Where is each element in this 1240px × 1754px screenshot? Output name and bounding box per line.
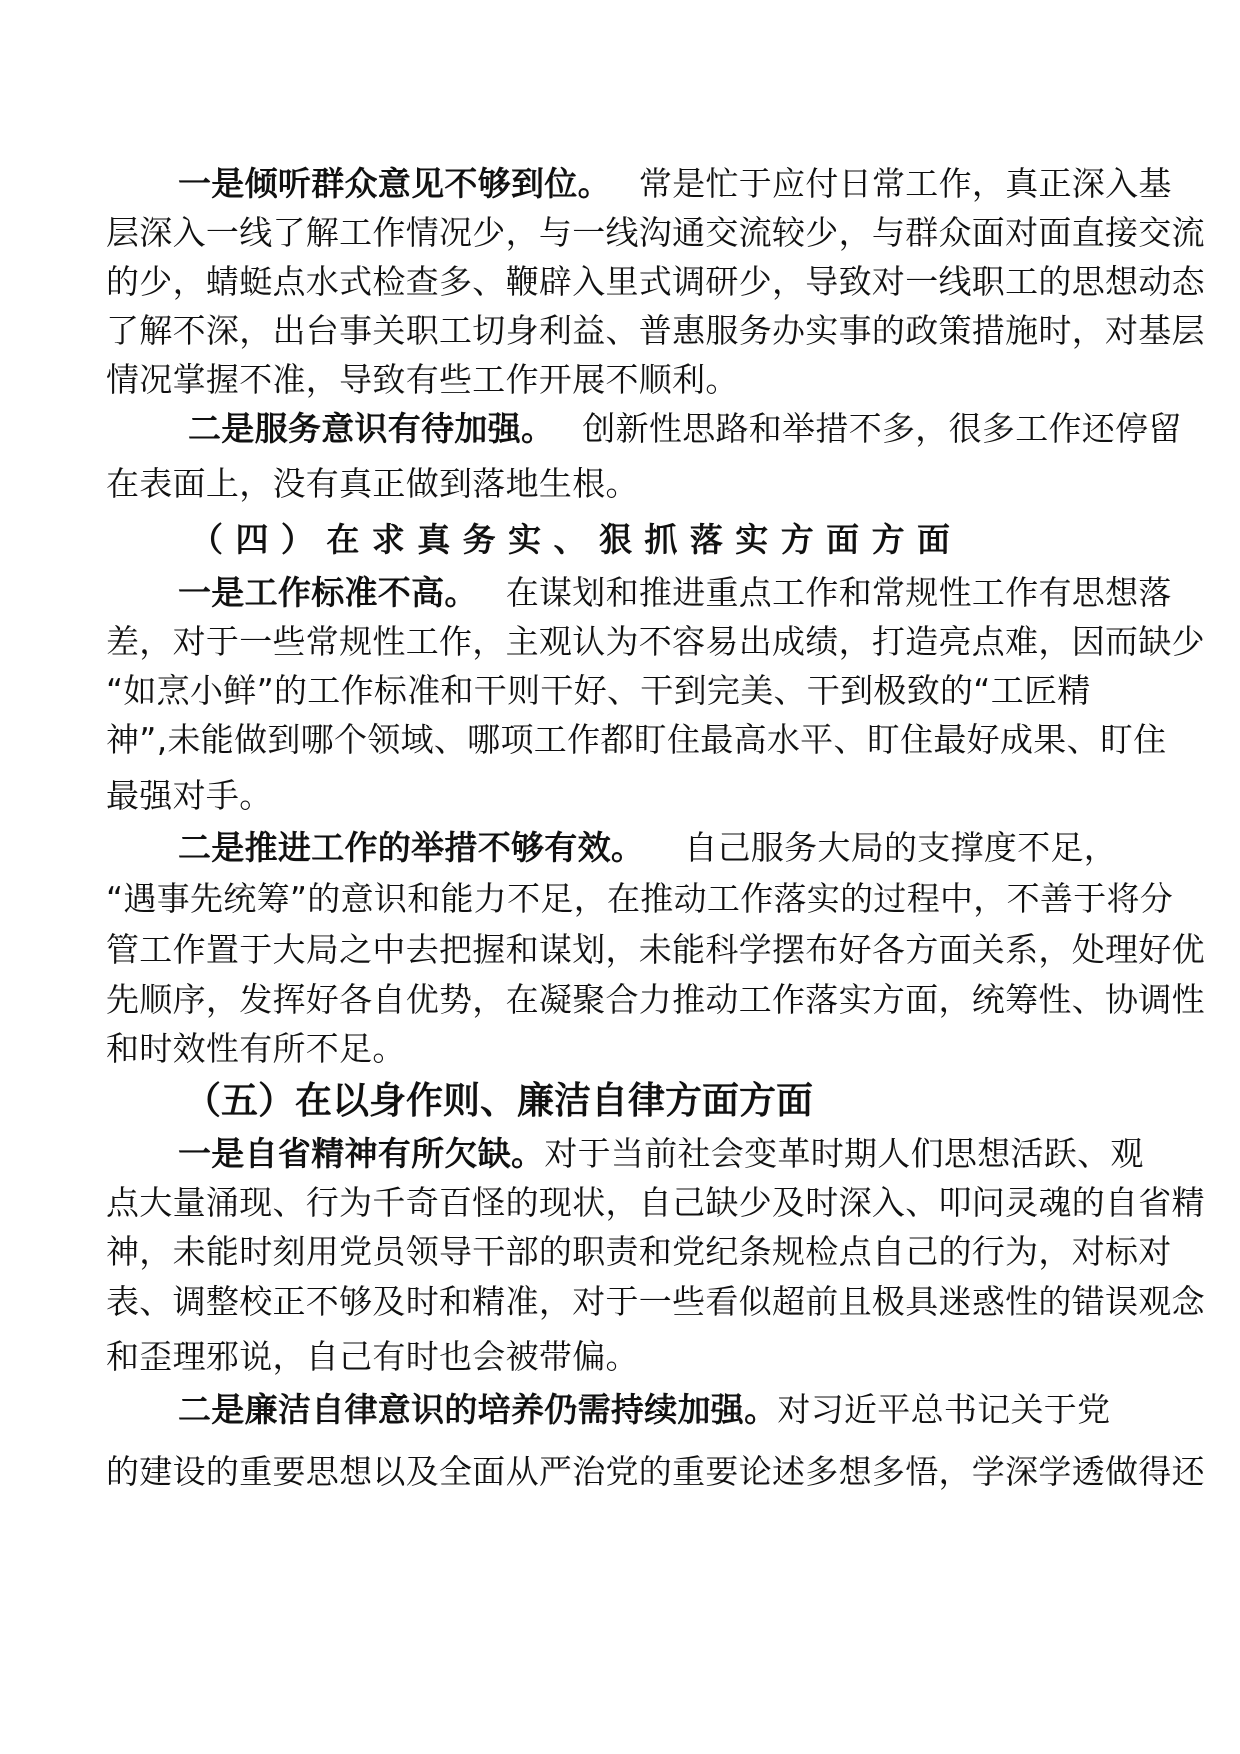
heading-char: 求 [371, 520, 405, 559]
paragraph-line: 和歪理邪说，自己有时也会被带偏。 [106, 1337, 639, 1376]
paragraph-lead: 一是倾听群众意见不够到位。 [178, 164, 611, 203]
heading-char: 、 [553, 520, 587, 559]
paragraph-lead: 二是廉洁自律意识的培养仍需持续加强。 [178, 1390, 778, 1429]
paragraph-line: 点大量涌现、行为千奇百怪的现状，自己缺少及时深入、叩问灵魂的自省精 [106, 1183, 1205, 1222]
paragraph-line [178, 828, 1138, 868]
paragraph-text: 对习近平总书记关于党 [777, 1390, 1111, 1429]
section-heading: （五）在以身作则、廉洁自律方面方面 [184, 1079, 813, 1122]
paragraph-line: 情况掌握不准，导致有些工作开展不顺利。 [106, 360, 739, 399]
paragraph-line: 和时效性有所不足。 [106, 1029, 406, 1068]
heading-char: 方 [871, 520, 905, 559]
heading-char: 实 [508, 520, 542, 559]
heading-char: 真 [417, 520, 451, 559]
paragraph-line: 神，未能时刻用党员领导干部的职责和党纪条规检点自己的行为，对标对 [106, 1232, 1172, 1271]
heading-char: 在 [326, 520, 360, 559]
heading-char: 抓 [644, 520, 678, 559]
paragraph-line: 层深入一线了解工作情况少，与一线沟通交流较少，与群众面对面直接交流 [106, 213, 1205, 252]
heading-char: 落 [689, 520, 723, 559]
paragraph-line: “如烹小鲜”的工作标准和干则干好、干到完美、干到极致的“工匠精 [106, 671, 1091, 710]
paragraph-line: “遇事先统筹”的意识和能力不足，在推动工作落实的过程中，不善于将分 [106, 879, 1174, 918]
paragraph-line [178, 1134, 1144, 1174]
paragraph-text: 常是忙于应付日常工作，真正深入基 [638, 164, 1172, 203]
paragraph-line [178, 1390, 1138, 1430]
heading-char: 狠 [598, 520, 632, 559]
heading-char: 实 [735, 520, 769, 559]
paragraph-line: 的少，蜻蜓点水式检查多、鞭辟入里式调研少，导致对一线职工的思想动态 [106, 262, 1205, 301]
paragraph-line: 了解不深，出台事关职工切身利益、普惠服务办实事的政策措施时，对基层 [106, 311, 1205, 350]
paragraph-line: 先顺序，发挥好各自优势，在凝聚合力推动工作落实方面，统筹性、协调性 [106, 980, 1205, 1019]
paragraph-lead: 一是自省精神有所欠缺。 [178, 1134, 545, 1173]
heading-char: （ [190, 520, 223, 559]
paragraph-text: 自己服务大局的支撑度不足， [684, 828, 1118, 867]
heading-char: 四 [235, 520, 269, 559]
paragraph-lead: 二是服务意识有待加强。 [188, 409, 555, 448]
paragraph-line: 表、调整校正不够及时和精准，对于一些看似超前且极具迷惑性的错误观念 [106, 1282, 1205, 1321]
paragraph-line: 管工作置于大局之中去把握和谋划，未能科学摆布好各方面关系，处理好优 [106, 930, 1205, 969]
heading-char: ） [280, 520, 314, 559]
paragraph-line: 的建设的重要思想以及全面从严治党的重要论述多想多悟，学深学透做得还 [106, 1452, 1205, 1491]
heading-char: 务 [462, 520, 496, 559]
paragraph-line [178, 164, 1172, 204]
paragraph-line: 神”,未能做到哪个领域、哪项工作都盯住最高水平、盯住最好成果、盯住 [106, 720, 1167, 759]
paragraph-line: 在表面上，没有真正做到落地生根。 [106, 464, 639, 503]
paragraph-line [188, 409, 1182, 449]
paragraph-line: 差，对于一些常规性工作，主观认为不容易出成绩，打造亮点难，因而缺少 [106, 622, 1205, 661]
paragraph-lead: 二是推进工作的举措不够有效。 [178, 828, 645, 867]
paragraph-text: 对于当前社会变革时期人们思想活跃、观 [544, 1134, 1144, 1173]
paragraph-line [178, 573, 1172, 613]
heading-char: 面 [826, 520, 860, 559]
paragraph-text: 在谋划和推进重点工作和常规性工作有思想落 [505, 573, 1172, 612]
section-heading [190, 520, 950, 560]
heading-char: 方 [780, 520, 814, 559]
heading-char: 面 [917, 520, 950, 559]
paragraph-line: 最强对手。 [106, 776, 273, 815]
paragraph-lead: 一是工作标准不高。 [178, 573, 478, 612]
paragraph-text: 创新性思路和举措不多，很多工作还停留 [582, 409, 1182, 448]
